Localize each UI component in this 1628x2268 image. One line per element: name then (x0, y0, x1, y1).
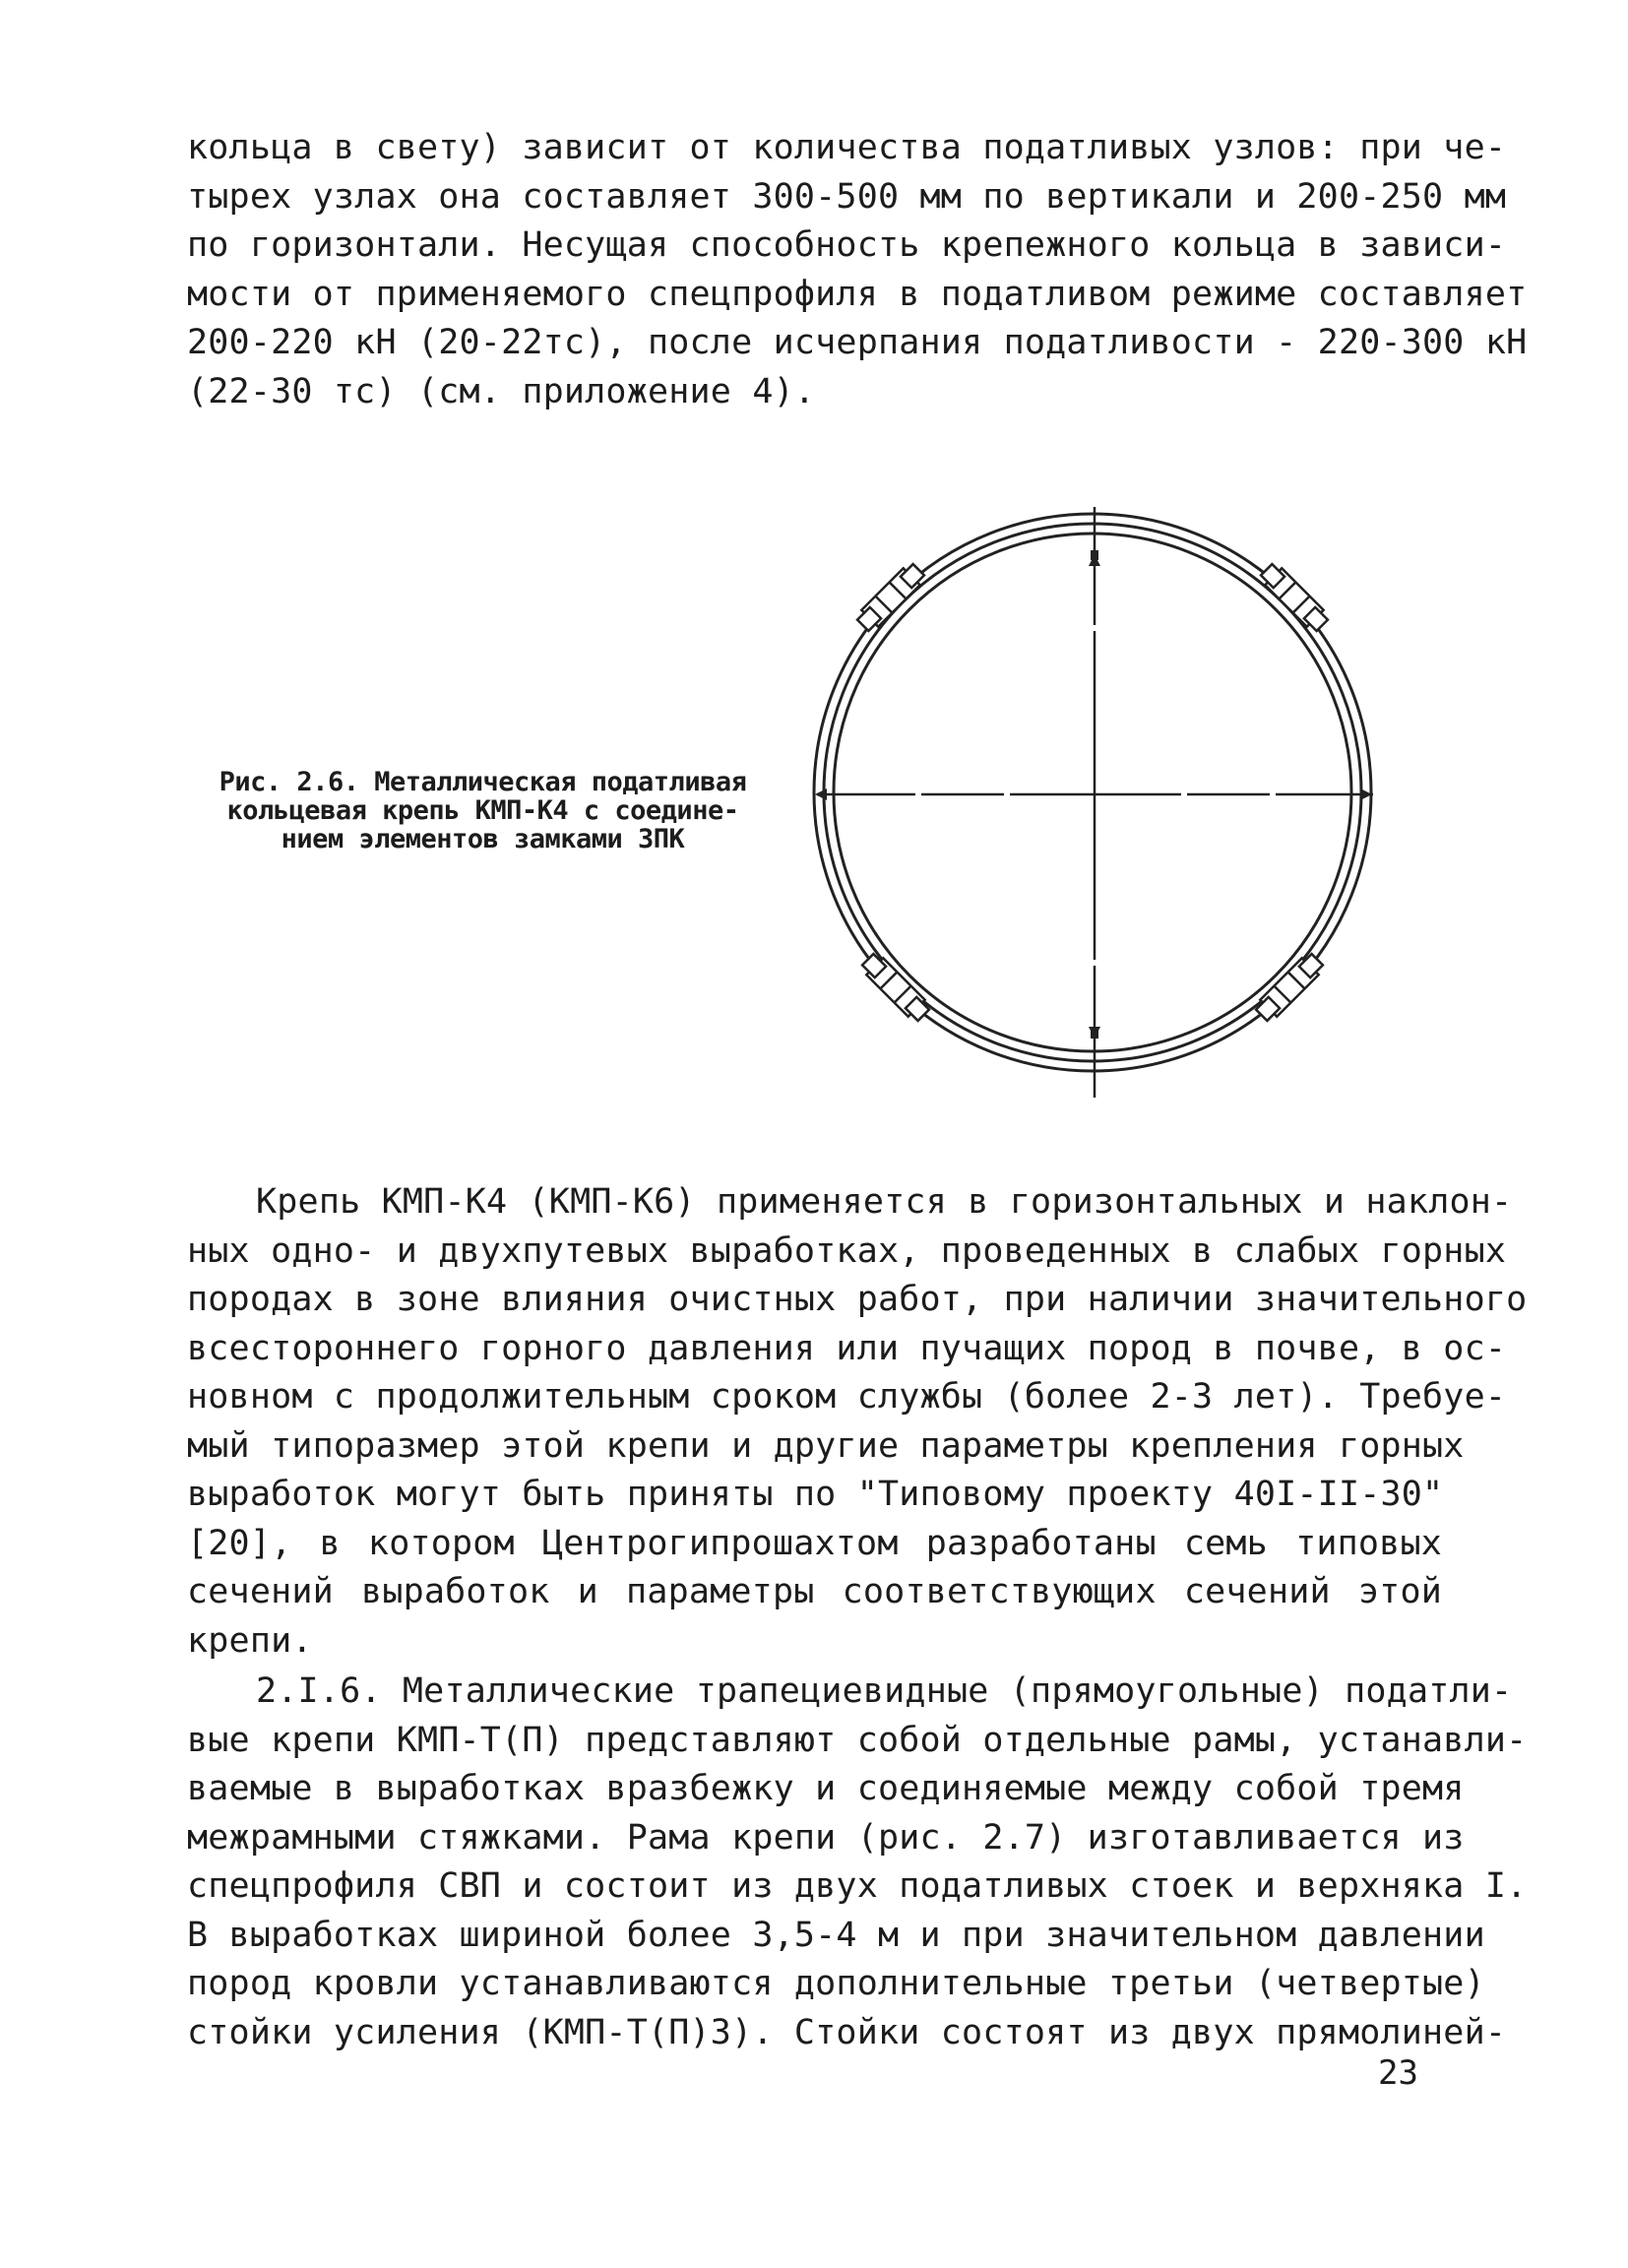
text-line: по горизонтали. Несущая способность крепежного кольца в зависи- (187, 225, 1507, 265)
text-line: новном с продолжительным сроком службы (более 2-3 лет). Требуе- (187, 1377, 1507, 1417)
ring-support-drawing (797, 507, 1388, 1098)
intro-paragraph (187, 124, 1528, 416)
text-line: тырех узлах она составляет 300-500 мм по вертикали и 200-250 мм (187, 176, 1507, 217)
text-line: стойки усиления (КМП-Т(П)3). Стойки состоят из двух прямолиней- (187, 2012, 1507, 2052)
caption-line: Рис. 2.6. Металлическая податливая (219, 767, 747, 797)
text-line: Крепь КМП-К4 (КМП-К6) применяется в горизонтальных и наклон- (256, 1182, 1513, 1222)
text-line: ных одно- и двухпутевых выработках, проведенных в слабых горных (187, 1230, 1507, 1271)
left-marker (815, 788, 827, 800)
page-number: 23 (1378, 2053, 1418, 2093)
text-line: кольца в свету) зависит от количества податливых узлов: при че- (187, 128, 1507, 167)
caption-line: нием элементов замками ЗПК (281, 824, 685, 854)
text-line: сечений выработок и параметры соответствующих сечений этой (187, 1572, 1442, 1611)
paragraph-2-1-6 (187, 1668, 1528, 2057)
text-line: мый типоразмер этой крепи и другие параметры крепления горных (187, 1425, 1465, 1466)
text-line: 200-220 кН (20-22тс), после исчерпания податливости - 220-300 кН (187, 323, 1528, 362)
lock-top-left (854, 561, 927, 634)
caption-line: кольцевая крепь КМП-К4 с соедине- (226, 795, 739, 826)
text-line: выработок могут быть приняты по "Типовому проекту 40I-II-30" (187, 1475, 1444, 1514)
text-line: пород кровли устанавливаются дополнительные третьи (четвертые) (187, 1964, 1485, 2003)
text-line: ваемые в выработках вразбежку и соединяемые между собой тремя (187, 1769, 1465, 1808)
text-line: вые крепи КМП-Т(П) представляют собой отдельные рамы, устанавли- (187, 1720, 1528, 1760)
text-line: [20], в котором Центрогипрошахтом разработаны семь типовых (187, 1523, 1442, 1563)
text-line: межрамными стяжками. Рама крепи (рис. 2.7) изготавливается из (187, 1817, 1465, 1858)
text-line: мости от применяемого спецпрофиля в податливом режиме составляет (187, 274, 1528, 314)
text-line: крепи. (187, 1620, 313, 1661)
figure-caption (195, 768, 771, 853)
paragraph-kmp-k4 (187, 1178, 1528, 1666)
text-line: породах в зоне влияния очистных работ, при наличии значительного (187, 1280, 1528, 1319)
lock-top-right (1258, 561, 1331, 634)
text-line: 2.I.6. Металлические трапециевидные (прямоугольные) податли- (256, 1671, 1513, 1711)
text-line: В выработках шириной более 3,5-4 м и при значительном давлении (187, 1915, 1485, 1955)
text-line: спецпрофиля СВП и состоит из двух податливых стоек и верхняка I. (187, 1866, 1528, 1906)
text-line: (22-30 тс) (см. приложение 4). (187, 371, 816, 411)
text-line: всестороннего горного давления или пучащих пород в почве, в ос- (187, 1328, 1507, 1368)
